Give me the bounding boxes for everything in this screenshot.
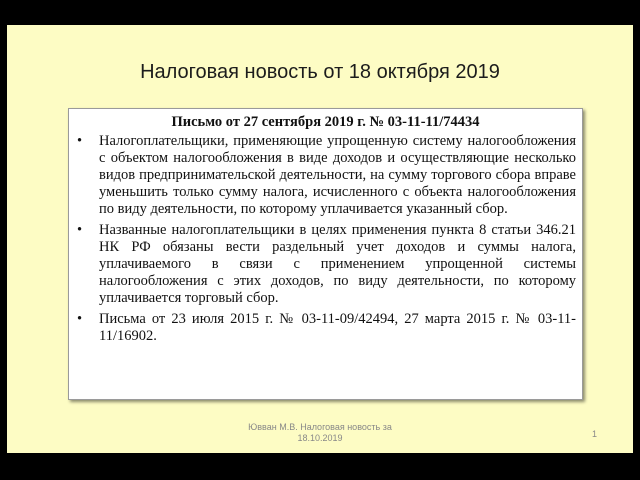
bullet-item [75,222,576,307]
bullet-item [75,133,576,218]
letter-text-box [68,108,583,400]
bullet-text: Налогоплательщики, применяющие упрощенную систему налогообложения с объектом налогообложения в виде доходов и осуществляющие несколько видов предпринимательской деятельности, на сумму торгового сбора вправе уменьшить только сумму налога, исчисленного с объекта налогообложения по виду деятельности, по которому уплачивается указанный сбор. [99,133,576,217]
bullet-point-icon: • [77,311,83,327]
slide [7,25,633,453]
bullet-point-icon: • [77,222,83,238]
bullet-item [75,311,576,345]
letter-heading: Письмо от 27 сентября 2019 г. № 03-11-11/74434 [171,114,480,130]
slide-title: Налоговая новость от 18 октября 2019 [140,61,500,83]
bullet-text: Названные налогоплательщики в целях применения пункта 8 статьи 346.21 НК РФ обязаны вести раздельный учет доходов и суммы налога, уплачиваемого в связи с применением упрощенной системы налогообложения с этих доходов, по виду деятельности, по которому уплачивается торговый сбор. [99,222,576,306]
slide-footer: Ювван М.В. Налоговая новость за 18.10.2019 [248,422,392,443]
bullet-list [75,133,576,345]
bullet-text: Письма от 23 июля 2015 г. № 03-11-09/42494, 27 марта 2015 г. № 03-11-11/16902. [99,311,576,344]
bullet-point-icon: • [77,133,83,149]
slide-number: 1 [592,429,598,439]
